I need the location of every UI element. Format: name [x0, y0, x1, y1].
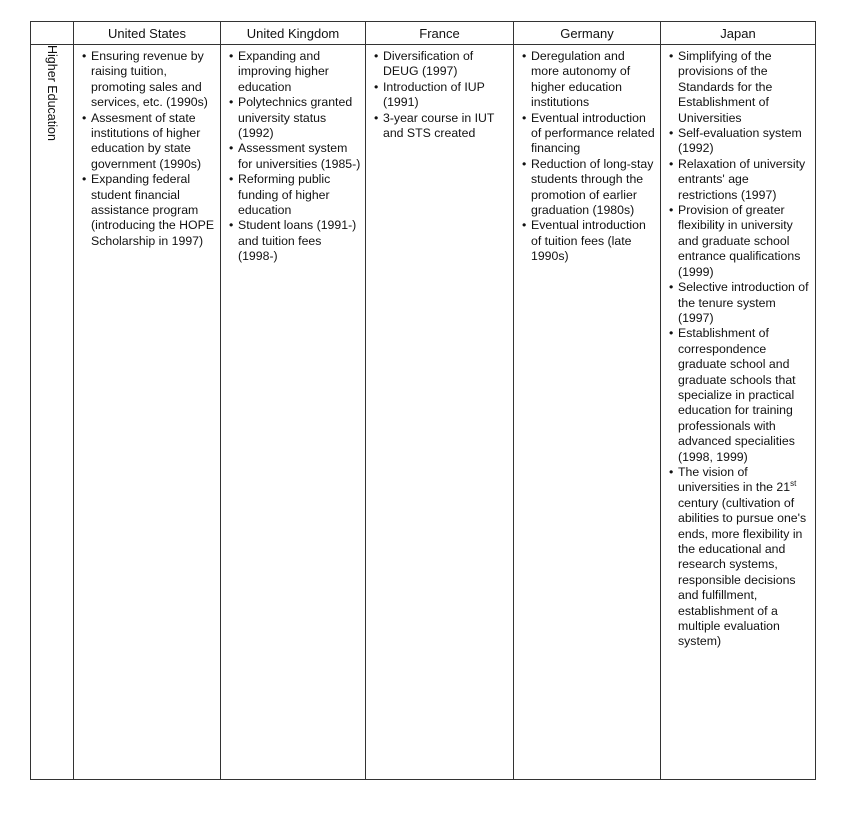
higher-education-row: [31, 45, 816, 780]
list-item: • Provision of greater flexibility in university and graduate school entrance qualifications (1999): [669, 203, 811, 280]
row-label: Higher Education: [45, 45, 59, 141]
vision-sup: st: [790, 479, 797, 489]
header-row: [31, 22, 816, 45]
list-item: • Ensuring revenue by raising tuition, promoting sales and services, etc. (1990s): [82, 49, 216, 111]
comparison-table: [30, 21, 816, 780]
us-list: [74, 45, 220, 249]
list-item: • Assessment system for universities (1985-): [229, 141, 361, 172]
list-item: • 3-year course in IUT and STS created: [374, 111, 509, 142]
list-item: • Deregulation and more autonomy of higher education institutions: [522, 49, 656, 111]
cell-japan: [661, 45, 816, 780]
list-item: • Reduction of long-stay students through the promotion of earlier graduation (1980s): [522, 157, 656, 219]
list-item: • Establishment of correspondence graduate school and graduate schools that specialize in practical education for training professionals with advanced specialities (1998, 1999): [669, 326, 811, 465]
vision-rest: century (cultivation of abilities to pursue one's ends, more flexibility in the educational and research systems, responsible decisions and fulfillment, establishment of a multiple evaluation system): [678, 495, 807, 649]
list-item: • Diversification of DEUG (1997): [374, 49, 509, 80]
list-item-vision: [669, 465, 811, 650]
list-item: • Student loans (1991-) and tuition fees (1998-): [229, 218, 361, 264]
header-japan: Japan: [661, 22, 816, 45]
vision-lead: The vision of universities in the 21: [678, 464, 791, 495]
cell-united-states: [74, 45, 221, 780]
corner-cell: [31, 22, 74, 45]
list-item: • Eventual introduction of tuition fees (late 1990s): [522, 218, 656, 264]
germany-list: [514, 45, 660, 265]
list-item: • Simplifying of the provisions of the Standards for the Establishment of Universities: [669, 49, 811, 126]
list-item: • Reforming public funding of higher education: [229, 172, 361, 218]
list-item: • Self-evaluation system (1992): [669, 126, 811, 157]
header-germany: Germany: [514, 22, 661, 45]
uk-list: [221, 45, 365, 265]
list-item: • Polytechnics granted university status (1992): [229, 95, 361, 141]
row-header-cell: [31, 45, 74, 780]
list-item: • Introduction of IUP (1991): [374, 80, 509, 111]
list-item: • Expanding federal student financial assistance program (introducing the HOPE Scholarship in 1997): [82, 172, 216, 249]
list-item: • Assesment of state institutions of higher education by state government (1990s): [82, 111, 216, 173]
list-item: • Selective introduction of the tenure system (1997): [669, 280, 811, 326]
header-united-kingdom: United Kingdom: [221, 22, 366, 45]
list-item: • Expanding and improving higher education: [229, 49, 361, 95]
cell-germany: [514, 45, 661, 780]
header-united-states: United States: [74, 22, 221, 45]
cell-united-kingdom: [221, 45, 366, 780]
cell-france: [366, 45, 514, 780]
list-item: • Eventual introduction of performance related financing: [522, 111, 656, 157]
france-list: [366, 45, 513, 141]
japan-list: [661, 45, 815, 650]
header-france: France: [366, 22, 514, 45]
list-item: • Relaxation of university entrants' age restrictions (1997): [669, 157, 811, 203]
